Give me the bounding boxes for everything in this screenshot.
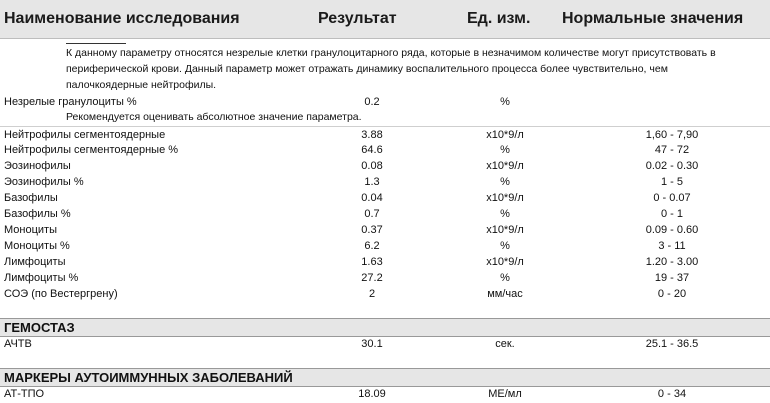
- immature-note: К данному параметру относятся незрелые клетки гранулоцитарного ряда, которые в незначимом количестве могут присутствовать в периферической крови. Данный параметр может отражать динамику воспалительного процесса более чувствительно, чем палочкоядерные нейтрофилы.: [66, 47, 716, 91]
- note-divider: [66, 43, 126, 44]
- row-ref: 0.02 - 0.30: [645, 160, 699, 172]
- table-row: [0, 336, 770, 352]
- row-name: АТ-ТПО: [4, 388, 45, 400]
- table-row: [0, 94, 770, 110]
- row-name: Эозинофилы %: [4, 176, 84, 188]
- row-result: 30.1: [361, 338, 383, 350]
- table-row: [0, 254, 770, 270]
- table-row: [0, 286, 770, 302]
- section-hemostasis: [0, 318, 770, 337]
- row-name: Моноциты %: [4, 240, 70, 252]
- recommendation-note: Рекомендуется оценивать абсолютное значение параметра.: [66, 111, 362, 123]
- row-ref: 1 - 5: [660, 176, 684, 188]
- row-name: АЧТВ: [4, 338, 32, 350]
- row-unit: сек.: [495, 338, 515, 350]
- table-row: [0, 222, 770, 238]
- row-unit: %: [500, 240, 510, 252]
- row-unit: %: [500, 272, 510, 284]
- row-ref: 0 - 1: [660, 208, 684, 220]
- row-ref: 0 - 0.07: [653, 192, 691, 204]
- header-unit: Ед. изм.: [467, 10, 531, 27]
- row-name: Базофилы: [4, 192, 58, 204]
- row-name: Нейтрофилы сегментоядерные: [4, 129, 166, 141]
- row-ref: 0 - 34: [657, 388, 687, 400]
- row-unit: x10*9/л: [486, 192, 524, 204]
- row-name: Лимфоциты %: [4, 272, 79, 284]
- table-header: [0, 0, 770, 39]
- table-row: [0, 206, 770, 222]
- row-unit: мм/час: [487, 288, 523, 300]
- section-autoimmune: [0, 368, 770, 387]
- row-result: 2: [368, 288, 376, 300]
- table-row: [0, 386, 770, 402]
- row-result: 3.88: [361, 129, 383, 141]
- table-row: [0, 270, 770, 286]
- row-result: 0.08: [361, 160, 383, 172]
- row-unit: x10*9/л: [486, 256, 524, 268]
- row-unit: x10*9/л: [486, 129, 524, 141]
- row-unit: x10*9/л: [486, 224, 524, 236]
- row-unit: %: [500, 144, 510, 156]
- table-row: [0, 142, 770, 158]
- table-row: [0, 190, 770, 206]
- row-ref: 47 - 72: [654, 144, 690, 156]
- row-name: Незрелые гранулоциты %: [4, 96, 137, 108]
- table-row: [0, 126, 770, 143]
- header-name: Наименование исследования: [4, 10, 240, 27]
- table-row: [0, 238, 770, 254]
- row-name: Нейтрофилы сегментоядерные %: [4, 144, 179, 156]
- row-result: 1.3: [364, 176, 380, 188]
- row-ref: 3 - 11: [658, 240, 686, 252]
- row-result: 1.63: [361, 256, 383, 268]
- row-name: Эозинофилы: [4, 160, 71, 172]
- row-ref: 25.1 - 36.5: [645, 338, 699, 350]
- section-title: ГЕМОСТАЗ: [4, 320, 75, 335]
- row-ref: 0.09 - 0.60: [645, 224, 699, 236]
- header-result: Результат: [318, 10, 397, 27]
- row-result: 6.2: [364, 240, 380, 252]
- row-unit: %: [500, 208, 510, 220]
- row-result: 18.09: [358, 388, 386, 400]
- row-result: 0.7: [364, 208, 380, 220]
- row-name: Базофилы %: [4, 208, 71, 220]
- row-unit: %: [500, 176, 510, 188]
- header-ref: Нормальные значения: [562, 10, 744, 27]
- row-result: 27.2: [361, 272, 383, 284]
- row-unit: МЕ/мл: [488, 388, 522, 400]
- row-ref: 0 - 20: [657, 288, 687, 300]
- row-name: Лимфоциты: [4, 256, 66, 268]
- table-row: [0, 158, 770, 174]
- row-ref: 19 - 37: [654, 272, 690, 284]
- table-row: [0, 174, 770, 190]
- row-unit: x10*9/л: [486, 160, 524, 172]
- row-ref: 1.20 - 3.00: [645, 256, 699, 268]
- row-result: 0.37: [361, 224, 383, 236]
- row-ref: 1,60 - 7,90: [645, 129, 699, 141]
- row-result: 64.6: [361, 144, 383, 156]
- row-name: СОЭ (по Вестергрену): [4, 288, 118, 300]
- row-name: Моноциты: [4, 224, 57, 236]
- row-unit: %: [500, 96, 510, 108]
- section-title: МАРКЕРЫ АУТОИММУННЫХ ЗАБОЛЕВАНИЙ: [4, 370, 293, 385]
- row-result: 0.2: [364, 96, 380, 108]
- row-result: 0.04: [361, 192, 383, 204]
